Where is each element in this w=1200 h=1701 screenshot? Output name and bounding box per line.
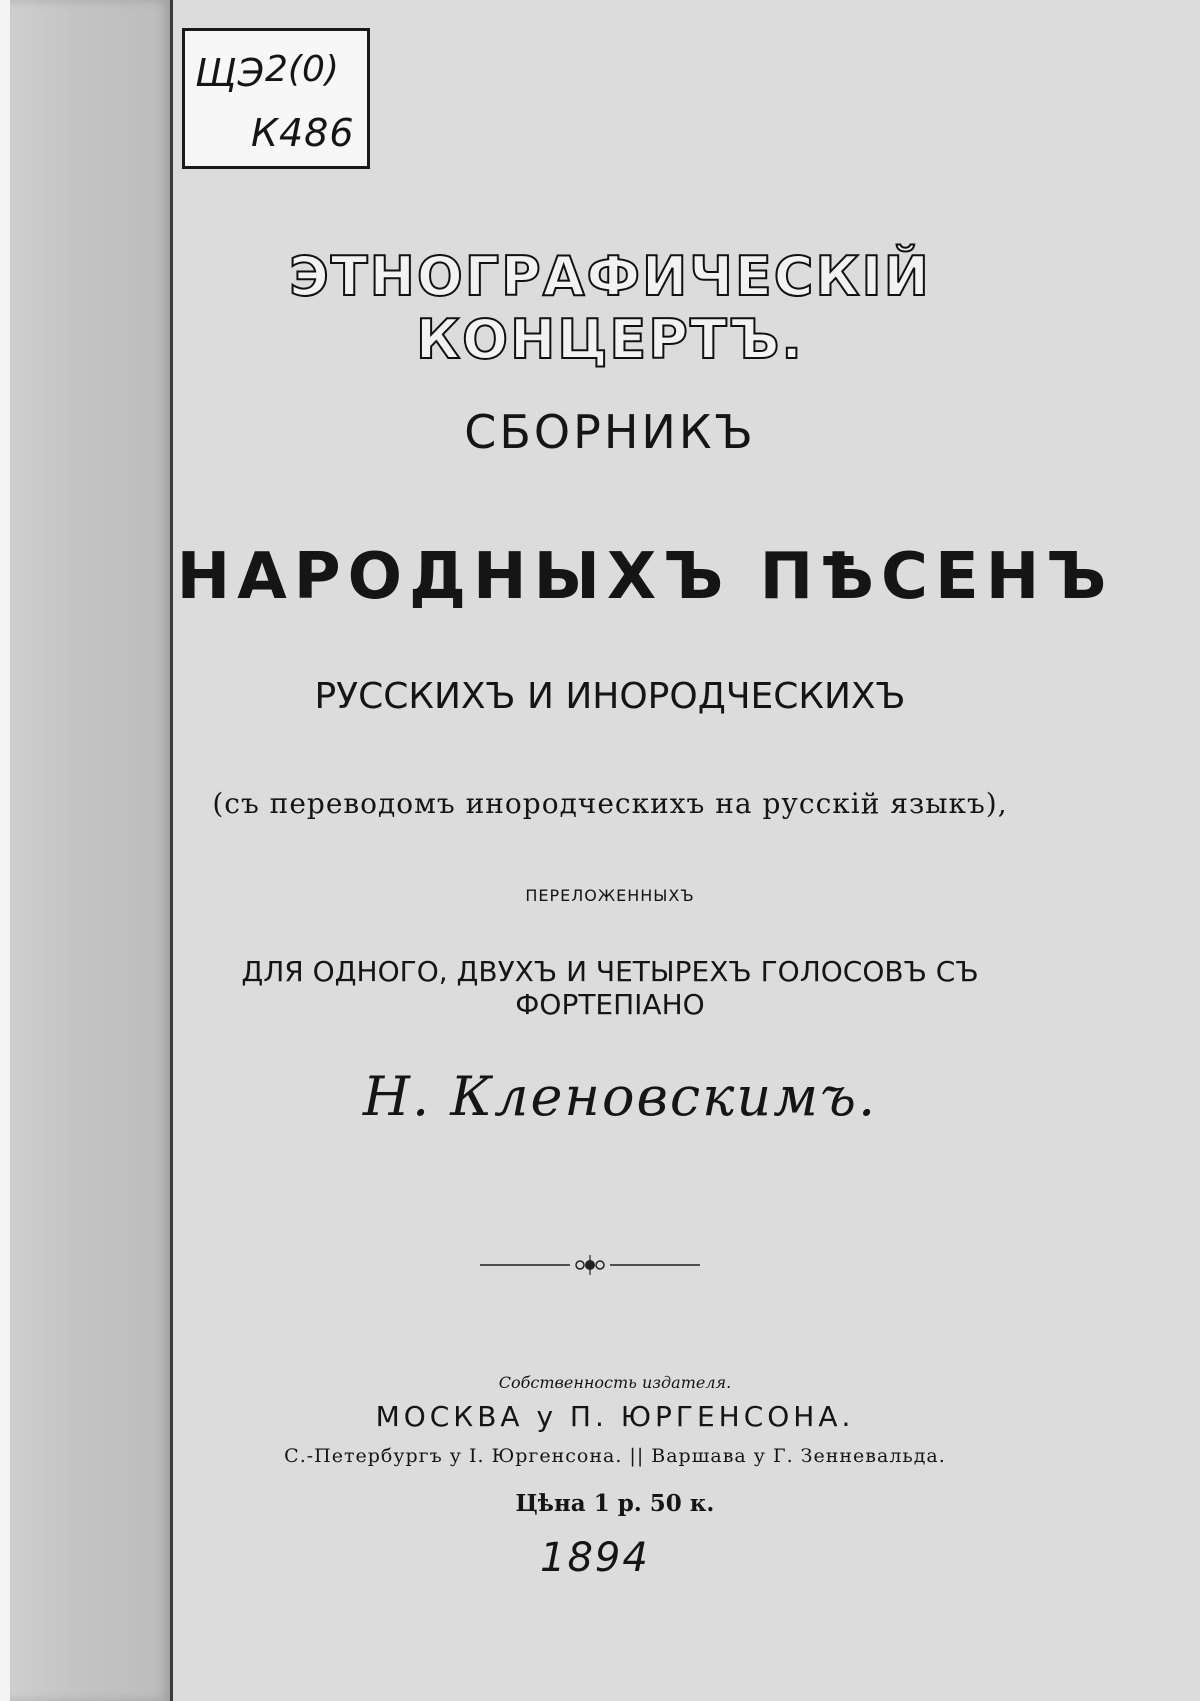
title-folk-songs: НАРОДНЫХЪ ПѢСЕНЪ [176, 540, 1114, 614]
call-number-line2: К486 [251, 111, 355, 155]
author-name: Н. Кленовскимъ. [362, 1065, 878, 1128]
title-concert: ЭТНОГРАФИЧЕСКІЙ КОНЦЕРТЪ. [289, 245, 931, 371]
subtitle-russian-and-foreign: РУССКИХЪ И ИНОРОДЧЕСКИХЪ [314, 676, 906, 717]
publisher-branches: С.-Петербургъ у І. Юргенсона. || Варшава у Г. Зенневальда. [284, 1445, 946, 1467]
publisher-ownership: Собственность издателя. [498, 1373, 732, 1392]
library-call-number-label [182, 28, 370, 169]
title-collection: СБОРНИКЪ [464, 405, 756, 459]
ornament-divider [480, 1250, 700, 1280]
call-number-line1b: 2(0) [265, 49, 339, 90]
handwritten-year: 1894 [540, 1535, 650, 1581]
publisher-moscow: МОСКВА у П. ЮРГЕНСОНА. [375, 1400, 855, 1433]
price: Цѣна 1 р. 50 к. [515, 1490, 715, 1517]
subtitle-arranged: ПЕРЕЛОЖЕННЫХЪ [525, 886, 695, 905]
subtitle-voices: ДЛЯ ОДНОГО, ДВУХЪ И ЧЕТЫРЕХЪ ГОЛОСОВЪ СЪ ФОРТЕПІАНО [241, 955, 979, 1021]
call-number-line1: ЩЭ [195, 51, 266, 95]
subtitle-translation-note: (съ переводомъ инородческихъ на русскій языкъ), [212, 787, 1008, 820]
